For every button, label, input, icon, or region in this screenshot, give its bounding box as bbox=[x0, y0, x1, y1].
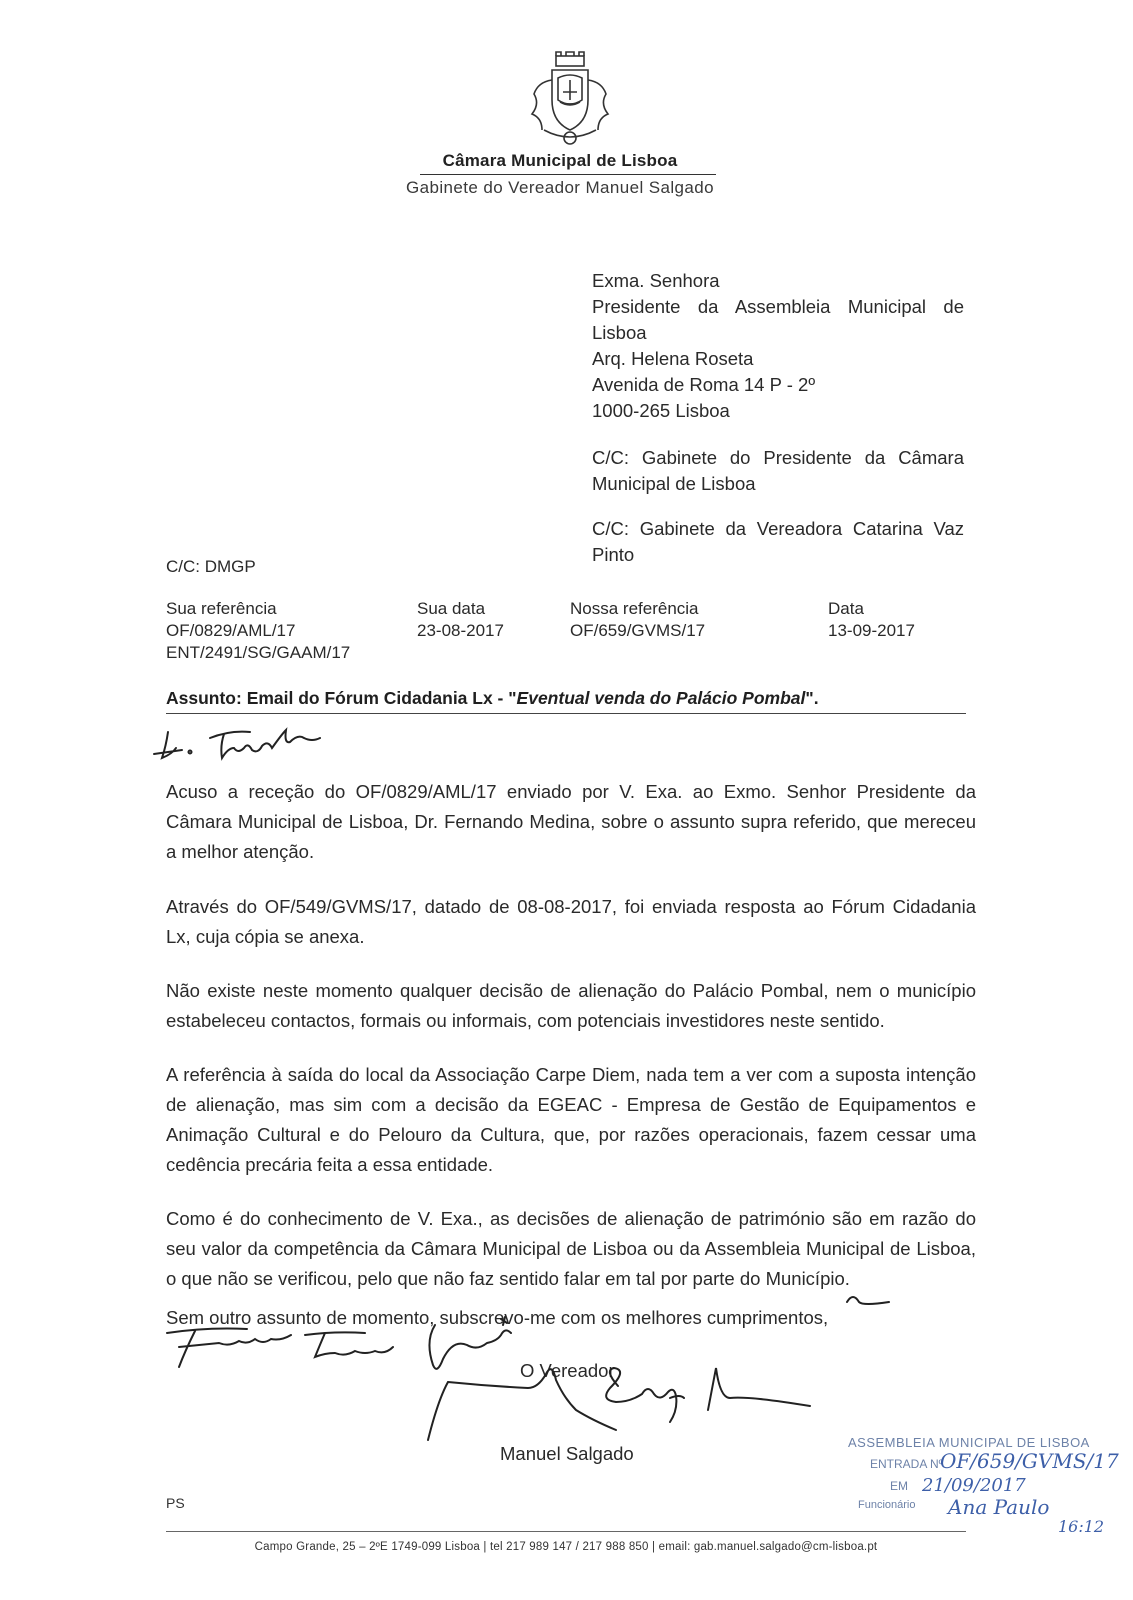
ref-value: 13-09-2017 bbox=[828, 621, 915, 640]
stamp-time: 16:12 bbox=[1058, 1517, 1105, 1536]
organization-name: Câmara Municipal de Lisboa bbox=[442, 151, 678, 170]
office-name: Gabinete do Vereador Manuel Salgado bbox=[406, 178, 714, 197]
recipient-line: Avenida de Roma 14 P - 2º bbox=[592, 374, 816, 395]
paragraph-text: Como é do conhecimento de V. Exa., as decisões de alienação de património são em razão do seu valor da competência da Câmara Municipal de Lisboa ou da Assembleia Municipal de Lisboa, o que não se verificou, pelo que não faz sentido falar em tal por parte do Município. bbox=[166, 1208, 976, 1289]
ref-value: OF/0829/AML/17 bbox=[166, 621, 296, 640]
recipient-line: Presidente da Assembleia Municipal de Lisboa bbox=[592, 296, 964, 343]
subject-italic: Eventual venda do Palácio Pombal bbox=[516, 688, 806, 708]
cc-text: C/C: Gabinete do Presidente da Câmara Municipal de Lisboa bbox=[592, 447, 964, 494]
stamp-title: ASSEMBLEIA MUNICIPAL DE LISBOA bbox=[848, 1435, 1090, 1450]
ref-label: Sua data bbox=[417, 599, 486, 618]
paragraph-text: A referência à saída do local da Associação Carpe Diem, nada tem a ver com a suposta intenção de alienação, mas sim com a decisão da EGEAC - Empresa de Gestão de Equipamentos e Animação Cultural e do Pelouro da Cultura, que, por razões operacionais, fazem cessar uma cedência precária feita a essa entidade. bbox=[166, 1064, 976, 1175]
body-paragraph-4 bbox=[166, 1060, 976, 1180]
ref-nossa-referencia bbox=[570, 598, 705, 642]
paragraph-text: Acuso a receção do OF/0829/AML/17 enviado por V. Exa. ao Exmo. Senhor Presidente da Câmara Municipal de Lisboa, Dr. Fernando Medina, sobre o assunto supra referido, que mereceu a melhor atenção. bbox=[166, 781, 976, 862]
cc-text: C/C: Gabinete da Vereadora Catarina Vaz Pinto bbox=[592, 518, 964, 565]
subject-line bbox=[166, 688, 819, 709]
body-paragraph-5 bbox=[166, 1204, 976, 1294]
signatory-name: Manuel Salgado bbox=[500, 1443, 634, 1464]
ref-value: ENT/2491/SG/GAAM/17 bbox=[166, 643, 351, 662]
recipient-address bbox=[592, 268, 964, 424]
body-paragraph-2 bbox=[166, 892, 976, 952]
ref-data bbox=[828, 598, 915, 642]
ps-initials: PS bbox=[166, 1495, 185, 1511]
signatory-title: O Vereador bbox=[520, 1360, 615, 1381]
footer-contact: Campo Grande, 25 – 2ºE 1749-099 Lisboa | tel 217 989 147 / 217 988 850 | email: gab.manuel.salgado@cm-lisboa.pt bbox=[254, 1541, 878, 1553]
stamp-entrada-value: OF/659/GVMS/17 bbox=[940, 1449, 1119, 1473]
ref-sua-referencia bbox=[166, 598, 350, 664]
ref-sua-data bbox=[417, 598, 504, 642]
handwritten-initials-signature bbox=[150, 718, 390, 768]
ref-value: OF/659/GVMS/17 bbox=[570, 621, 706, 640]
subject-prefix: Assunto: Email do Fórum Cidadania Lx - " bbox=[166, 688, 517, 708]
paragraph-text: Não existe neste momento qualquer decisão de alienação do Palácio Pombal, nem o município estabeleceu contactos, formais ou informais, com potenciais investidores neste sentido. bbox=[166, 980, 976, 1031]
recipient-line: 1000-265 Lisboa bbox=[592, 400, 730, 421]
cc-dmgp: C/C: DMGP bbox=[166, 557, 256, 576]
recipient-line: Arq. Helena Roseta bbox=[592, 348, 754, 369]
handwritten-signature-vereador bbox=[418, 1360, 838, 1450]
recipient-line: Exma. Senhora bbox=[592, 270, 720, 291]
reception-stamp bbox=[848, 1435, 1118, 1575]
stamp-entrada-label: ENTRADA Nº bbox=[870, 1457, 944, 1471]
lisbon-crest-icon bbox=[520, 50, 620, 150]
stamp-em-label: EM bbox=[890, 1479, 908, 1493]
subject-suffix: ". bbox=[805, 688, 819, 708]
ref-label: Nossa referência bbox=[570, 599, 699, 618]
stamp-em-value: 21/09/2017 bbox=[922, 1475, 1026, 1496]
cc-line-2 bbox=[592, 516, 964, 568]
body-paragraph-3 bbox=[166, 976, 976, 1036]
cc-line-1 bbox=[592, 445, 964, 497]
handwritten-mark bbox=[845, 1290, 895, 1310]
ref-label: Data bbox=[828, 599, 864, 618]
paragraph-text: Através do OF/549/GVMS/17, datado de 08-08-2017, foi enviada resposta ao Fórum Cidadania Lx, cuja cópia se anexa. bbox=[166, 896, 976, 947]
body-paragraph-1 bbox=[166, 777, 976, 867]
paragraph-text: Sem outro assunto de momento, subscrevo-me com os melhores cumprimentos, bbox=[166, 1307, 829, 1328]
ref-label: Sua referência bbox=[166, 599, 277, 618]
stamp-funcionario-label: Funcionário bbox=[858, 1499, 916, 1511]
stamp-funcionario-value: Ana Paulo bbox=[948, 1495, 1050, 1519]
footer-divider bbox=[166, 1531, 966, 1532]
ref-value: 23-08-2017 bbox=[417, 621, 504, 640]
subject-underline bbox=[166, 713, 966, 714]
letterhead-divider bbox=[420, 174, 716, 175]
